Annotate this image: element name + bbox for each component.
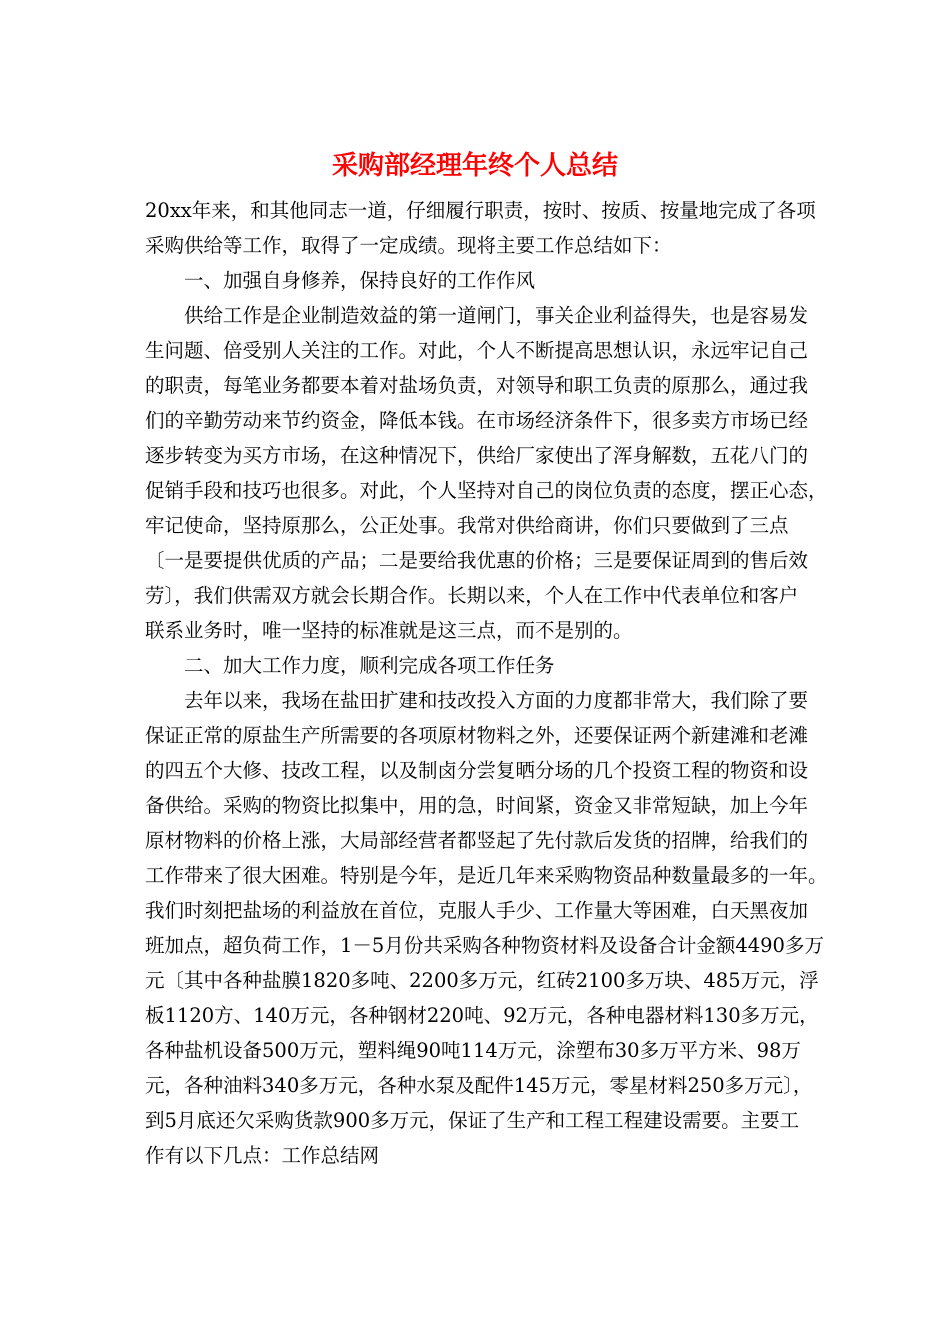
paragraph-line: 备供给。采购的物资比拟集中，用的急，时间紧，资金又非常短缺，加上今年 xyxy=(145,794,809,817)
paragraph-line: 20xx年来，和其他同志一道，仔细履行职责，按时、按质、按量地完成了各项 xyxy=(145,199,816,222)
paragraph-line: 元〔其中各种盐膜1820多吨、2200多万元，红砖2100多万块、485万元，浮 xyxy=(145,969,819,992)
paragraph-line: 去年以来，我场在盐田扩建和技改投入方面的力度都非常大，我们除了要 xyxy=(184,689,809,712)
paragraph-line: 板1120方、140万元，各种钢材220吨、92万元，各种电器材料130多万元， xyxy=(145,1004,819,1027)
paragraph-line: 牢记使命，坚持原那么，公正处事。我常对供给商讲，你们只要做到了三点 xyxy=(145,514,789,537)
paragraph-line: 的职责，每笔业务都要本着对盐场负责，对领导和职工负责的原那么，通过我 xyxy=(145,374,809,397)
section-heading: 二、加大工作力度，顺利完成各项工作任务 xyxy=(184,654,555,677)
paragraph-line: 作有以下几点：工作总结网 xyxy=(145,1144,380,1167)
paragraph-line: 元，各种油料340多万元，各种水泵及配件145万元，零星材料250多万元〕， xyxy=(145,1074,813,1097)
paragraph-line: 生问题、倍受别人关注的工作。对此，个人不断提高思想认识，永远牢记自己 xyxy=(145,339,809,362)
paragraph-line: 各种盐机设备500万元，塑料绳90吨114万元，涂塑布30多万平方米、98万 xyxy=(145,1039,801,1062)
paragraph-line: 劳〕，我们供需双方就会长期合作。长期以来，个人在工作中代表单位和客户 xyxy=(145,584,799,607)
paragraph-line: 〔一是要提供优质的产品；二是要给我优惠的价格；三是要保证周到的售后效 xyxy=(145,549,809,572)
paragraph-line: 保证正常的原盐生产所需要的各项原材物料之外，还要保证两个新建滩和老滩 xyxy=(145,724,809,747)
paragraph-line: 供给工作是企业制造效益的第一道闸门，事关企业利益得失，也是容易发 xyxy=(184,304,809,327)
paragraph-line: 促销手段和技巧也很多。对此，个人坚持对自己的岗位负责的态度，摆正心态， xyxy=(145,479,828,502)
paragraph-line: 到5月底还欠采购货款900多万元，保证了生产和工程工程建设需要。主要工 xyxy=(145,1109,800,1132)
document-title: 采购部经理年终个人总结 xyxy=(331,151,618,181)
paragraph-line: 们的辛勤劳动来节约资金，降低本钱。在市场经济条件下，很多卖方市场已经 xyxy=(145,409,809,432)
paragraph-line: 我们时刻把盐场的利益放在首位，克服人手少、工作量大等困难，白天黑夜加 xyxy=(145,899,809,922)
paragraph-line: 的四五个大修、技改工程，以及制卤分尝复晒分场的几个投资工程的物资和设 xyxy=(145,759,809,782)
paragraph-line: 班加点，超负荷工作，1－5月份共采购各种物资材料及设备合计金额4490多万 xyxy=(145,934,824,957)
paragraph-line: 联系业务时，唯一坚持的标准就是这三点，而不是别的。 xyxy=(145,619,633,642)
paragraph-line: 逐步转变为买方市场，在这种情况下，供给厂家使出了浑身解数，五花八门的 xyxy=(145,444,809,467)
paragraph-line: 原材物料的价格上涨，大局部经营者都竖起了先付款后发货的招牌，给我们的 xyxy=(145,829,809,852)
paragraph-line: 采购供给等工作，取得了一定成绩。现将主要工作总结如下： xyxy=(145,234,672,257)
section-heading: 一、加强自身修养，保持良好的工作作风 xyxy=(184,269,536,292)
paragraph-line: 工作带来了很大困难。特别是今年，是近几年来采购物资品种数量最多的一年。 xyxy=(145,864,828,887)
